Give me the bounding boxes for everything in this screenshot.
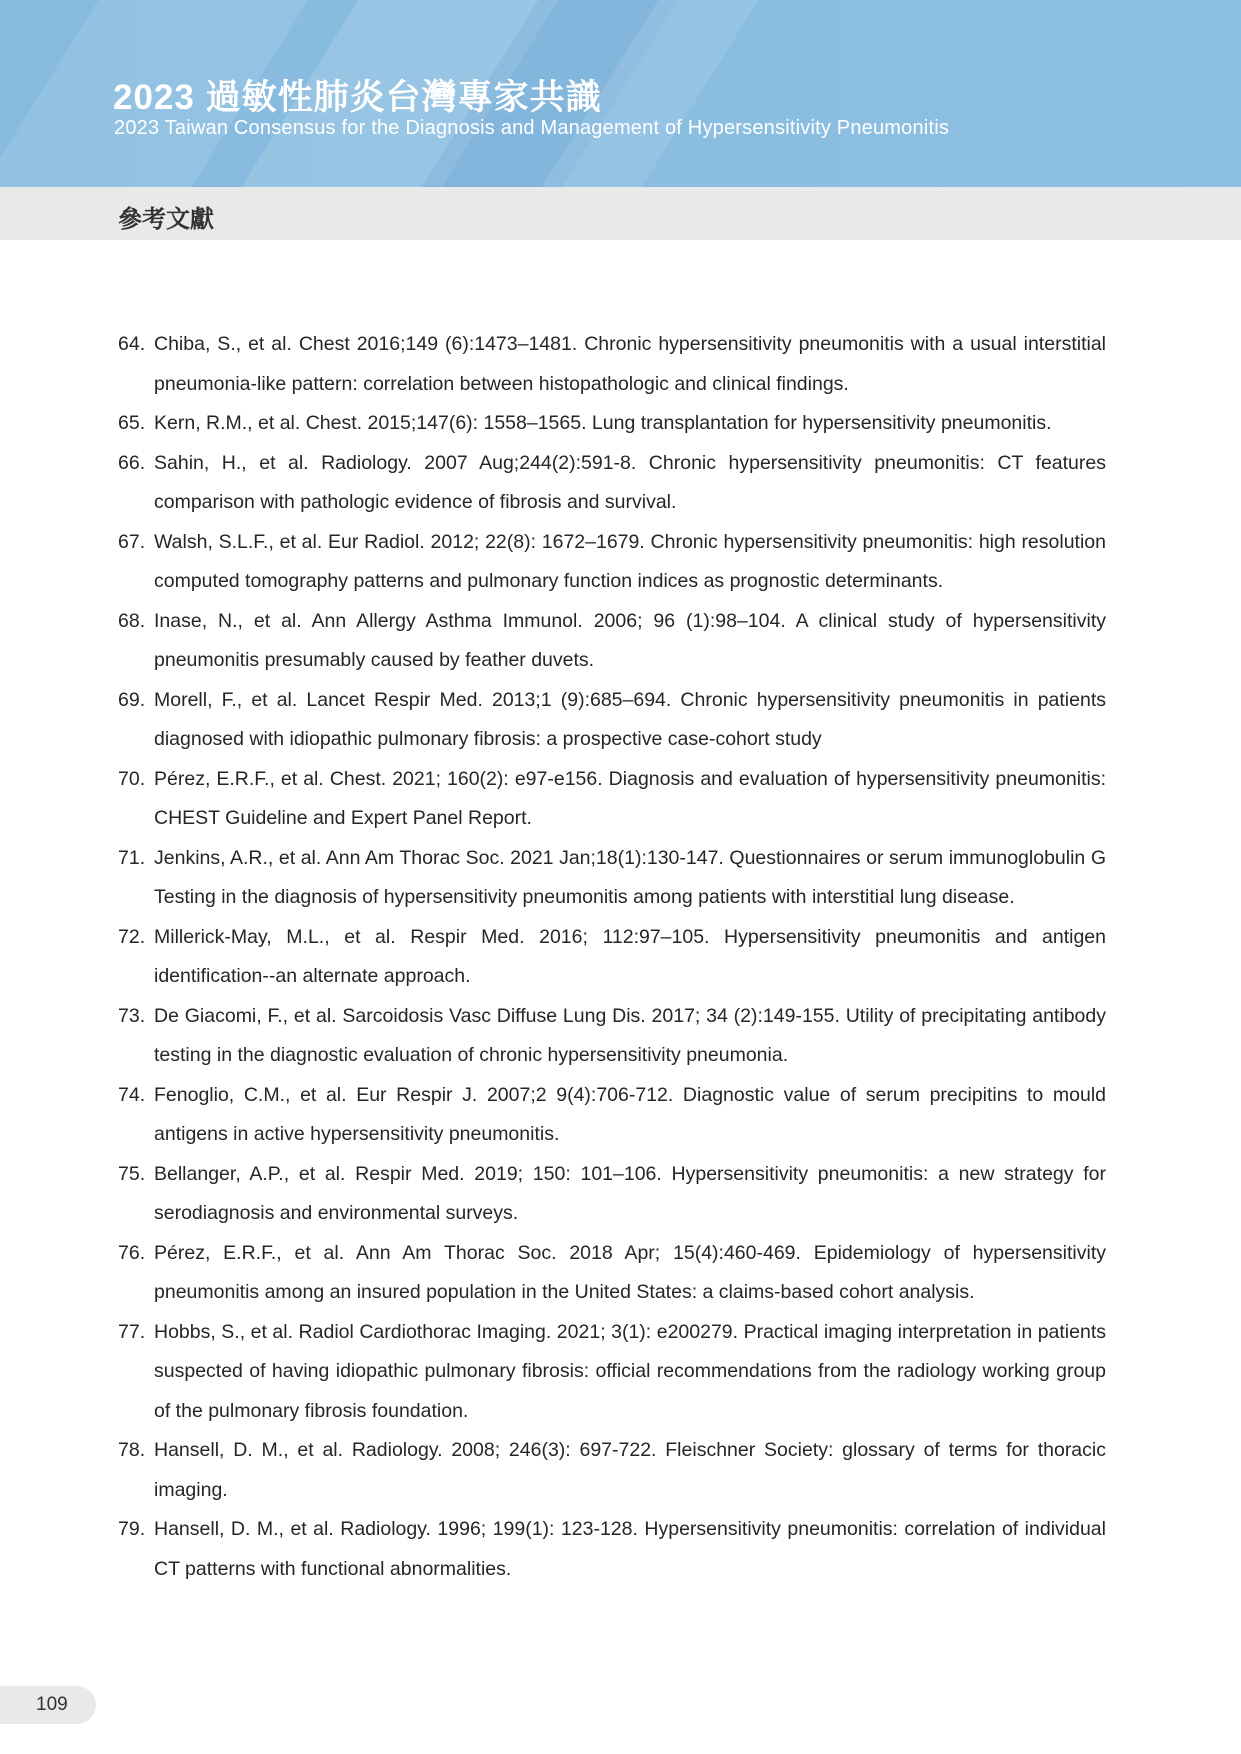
reference-text: Bellanger, A.P., et al. Respir Med. 2019; 150: 101–106. Hypersensitivity pneumonitis: a new strategy for serodiagnosis and environmental surveys. [154,1162,1106,1224]
reference-text: Fenoglio, C.M., et al. Eur Respir J. 2007;2 9(4):706-712. Diagnostic value of serum precipitins to mould antigens in active hypersensitivity pneumonitis. [154,1083,1106,1145]
reference-item [118,444,1106,523]
document-title: 2023 過敏性肺炎台灣專家共識 [113,78,602,117]
reference-item [118,839,1106,918]
reference-text: Walsh, S.L.F., et al. Eur Radiol. 2012; 22(8): 1672–1679. Chronic hypersensitivity pneumonitis: high resolution computed tomography patterns and pulmonary function indices as prognostic determinants. [154,530,1106,592]
reference-number: 65. [118,412,146,434]
reference-item [118,1510,1106,1589]
reference-number: 64. [118,333,146,355]
reference-text: Kern, R.M., et al. Chest. 2015;147(6): 1558–1565. Lung transplantation for hypersensitivity pneumonitis. [154,412,1052,434]
reference-item [118,760,1106,839]
reference-text: Jenkins, A.R., et al. Ann Am Thorac Soc. 2021 Jan;18(1):130-147. Questionnaires or serum immunoglobulin G Testing in the diagnosis of hypersensitivity pneumonitis among patients with interstitial lung disease. [154,846,1106,908]
reference-number: 66. [118,451,146,474]
reference-item [118,325,1106,404]
reference-text: Morell, F., et al. Lancet Respir Med. 2013;1 (9):685–694. Chronic hypersensitivity pneumonitis in patients diagnosed with idiopathic pulmonary fibrosis: a prospective case-cohort study [154,688,1106,750]
reference-text: De Giacomi, F., et al. Sarcoidosis Vasc Diffuse Lung Dis. 2017; 34 (2):149-155. Utility of precipitating antibody testing in the diagnostic evaluation of chronic hypersensitivity pneumonia. [154,1004,1106,1066]
reference-number: 71. [118,846,146,869]
section-bar [0,187,1241,240]
reference-number: 73. [118,1004,146,1027]
reference-text: Chiba, S., et al. Chest 2016;149 (6):1473–1481. Chronic hypersensitivity pneumonitis with a usual interstitial pneumonia-like pattern: correlation between histopathologic and clinical findings. [154,333,1106,395]
reference-number: 79. [118,1518,146,1540]
reference-list [118,325,1106,1589]
document-subtitle: 2023 Taiwan Consensus for the Diagnosis and Management of Hypersensitivity Pneumonitis [114,117,950,139]
reference-text: Pérez, E.R.F., et al. Chest. 2021; 160(2): e97-e156. Diagnosis and evaluation of hypersensitivity pneumonitis: CHEST Guideline and Expert Panel Report. [154,767,1106,829]
reference-item [118,602,1106,681]
reference-item [118,681,1106,760]
reference-text: Hansell, D. M., et al. Radiology. 2008; 246(3): 697-722. Fleischner Society: glossary of terms for thoracic imaging. [154,1439,1106,1501]
reference-text: Pérez, E.R.F., et al. Ann Am Thorac Soc. 2018 Apr; 15(4):460-469. Epidemiology of hypersensitivity pneumonitis among an insured population in the United States: a claims-based cohort analysis. [154,1241,1106,1303]
reference-number: 69. [118,688,146,711]
reference-text: Hansell, D. M., et al. Radiology. 1996; 199(1): 123-128. Hypersensitivity pneumonitis: correlation of individual CT patterns with functional abnormalities. [154,1518,1106,1580]
reference-item [118,1155,1106,1234]
reference-number: 72. [118,925,146,948]
page-number: 109 [36,1694,68,1715]
reference-number: 77. [118,1320,146,1343]
reference-number: 78. [118,1439,146,1461]
section-title: 參考文獻 [118,206,214,233]
reference-number: 75. [118,1162,146,1185]
reference-item [118,523,1106,602]
reference-number: 67. [118,530,146,553]
reference-item [118,1431,1106,1510]
reference-number: 74. [118,1083,146,1106]
reference-number: 68. [118,609,146,632]
reference-item [118,918,1106,997]
reference-text: Hobbs, S., et al. Radiol Cardiothorac Imaging. 2021; 3(1): e200279. Practical imaging interpretation in patients suspected of having idiopathic pulmonary fibrosis: official recommendations from the radiology working group of the pulmonary fibrosis foundation. [154,1320,1106,1422]
reference-text: Inase, N., et al. Ann Allergy Asthma Immunol. 2006; 96 (1):98–104. A clinical study of hypersensitivity pneumonitis presumably caused by feather duvets. [154,609,1106,671]
header-banner [0,0,1241,187]
reference-item [118,1076,1106,1155]
reference-text: Millerick-May, M.L., et al. Respir Med. 2016; 112:97–105. Hypersensitivity pneumonitis and antigen identification--an alternate approach. [154,925,1106,987]
reference-text: Sahin, H., et al. Radiology. 2007 Aug;244(2):591-8. Chronic hypersensitivity pneumonitis: CT features comparison with pathologic evidence of fibrosis and survival. [154,451,1106,513]
reference-item [118,997,1106,1076]
reference-number: 76. [118,1241,146,1264]
reference-item [118,1234,1106,1313]
page-number-tab [0,1686,96,1724]
reference-item [118,1313,1106,1432]
reference-number: 70. [118,767,146,790]
reference-item [118,404,1106,444]
